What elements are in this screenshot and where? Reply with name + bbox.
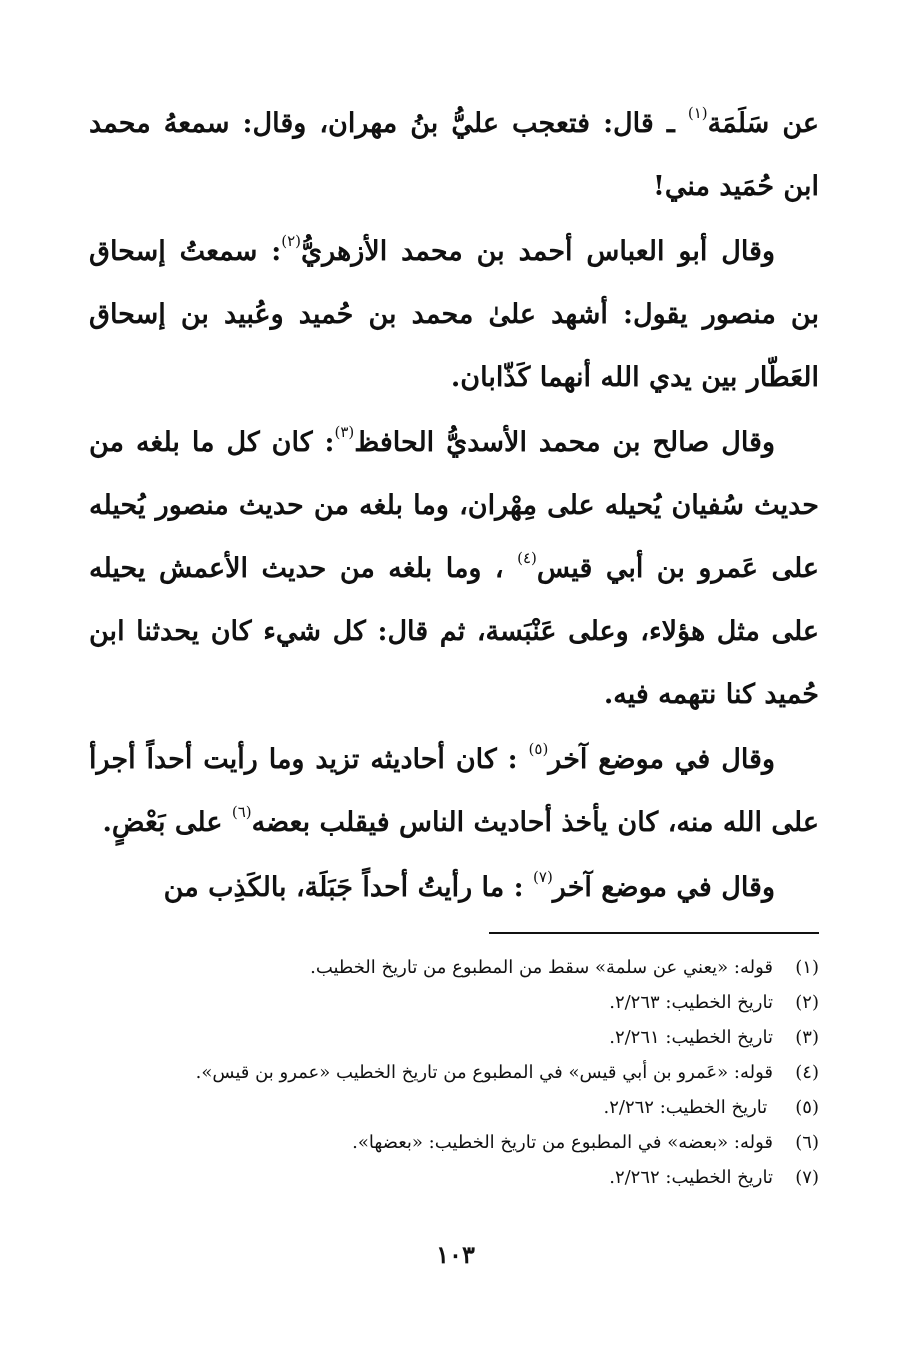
paragraph-text: وقال أبو العباس أحمد بن محمد الأزهريُّ	[301, 236, 775, 267]
page-number: ١٠٣	[436, 1240, 475, 1269]
paragraph	[89, 411, 819, 726]
paragraph	[89, 220, 819, 409]
footnote-separator	[489, 932, 819, 934]
paragraph-text: وقال في موضع آخر	[552, 872, 775, 903]
footnote-marker: (٤)	[517, 549, 537, 567]
paragraph	[89, 856, 819, 919]
paragraph	[89, 728, 819, 854]
paragraph-text: ـ قال: فتعجب عليُّ بنُ مهران، وقال: سمعهُ محمد ابن حُمَيد مني!	[89, 108, 819, 202]
footnote-text: تاريخ الخطيب: ٢/٢٦١.	[609, 1027, 773, 1048]
paragraph-text: وقال صالح بن محمد الأسديُّ الحافظ	[354, 427, 775, 458]
footnote-marker: (٢)	[281, 232, 301, 250]
footnote	[89, 1020, 819, 1055]
paragraph-text: : كان أحاديثه تزيد وما رأيت أحداً أجرأ على الله منه، كان يأخذ أحاديث الناس فيقلب بعضه	[89, 744, 819, 838]
main-text	[89, 92, 819, 919]
paragraph-text: : كان كل ما بلغه من حديث سُفيان يُحيله على مِهْران، وما بلغه من حديث منصور يُحيله على عَمرو بن أبي قيس	[89, 427, 819, 584]
footnote-marker: (١)	[687, 104, 708, 122]
paragraph	[89, 92, 819, 218]
footnote	[89, 985, 819, 1020]
footnote-marker: (٦)	[231, 803, 252, 821]
paragraph-text: : سمعتُ إسحاق بن منصور يقول: أشهد علىٰ محمد بن حُميد وعُبيد بن إسحاق العَطّار بين يدي الله أنهما كَذّابان.	[89, 236, 819, 393]
footnote	[89, 1055, 819, 1090]
paragraph-text: وقال في موضع آخر	[548, 744, 775, 775]
footnote	[89, 1125, 819, 1160]
footnote-number: (٧)	[795, 1167, 819, 1188]
footnote-marker: (٧)	[533, 868, 553, 886]
footnote-text: تاريخ الخطيب: ٢/٢٦٢.	[603, 1097, 773, 1118]
footnote-marker: (٥)	[528, 740, 549, 758]
footnotes	[89, 950, 819, 1195]
footnote-marker: (٣)	[334, 423, 355, 441]
paragraph-text: على بَعْضٍ.	[102, 807, 232, 838]
footnote	[89, 1090, 819, 1125]
footnote-number: (٥)	[795, 1097, 819, 1118]
footnote-text: قوله: «عَمرو بن أبي قيس» في المطبوع من تاريخ الخطيب «عمرو بن قيس».	[195, 1062, 773, 1083]
footnote	[89, 1160, 819, 1195]
footnote	[89, 950, 819, 985]
footnote-number: (١)	[795, 957, 819, 978]
footnote-text: قوله: «بعضه» في المطبوع من تاريخ الخطيب: «بعضها».	[352, 1132, 773, 1153]
footnote-number: (٢)	[795, 992, 819, 1013]
footnote-text: تاريخ الخطيب: ٢/٢٦٣.	[609, 992, 773, 1013]
paragraph-text: عن سَلَمَة	[707, 108, 819, 139]
footnote-text: تاريخ الخطيب: ٢/٢٦٢.	[609, 1167, 773, 1188]
paragraph-text: : ما رأيتُ أحداً جَبَلَة، بالكَذِب من	[163, 872, 534, 903]
paragraph-text: ، وما بلغه من حديث الأعمش يحيله على مثل هؤلاء، وعلى عَنْبَسة، ثم قال: كل شيء كان يحدثنا ابن حُميد كنا نتهمه فيه.	[89, 553, 819, 710]
footnote-number: (٤)	[795, 1062, 819, 1083]
footnote-number: (٦)	[795, 1132, 819, 1153]
footnote-number: (٣)	[795, 1027, 819, 1048]
footnote-text: قوله: «يعني عن سلمة» سقط من المطبوع من تاريخ الخطيب.	[310, 957, 773, 978]
